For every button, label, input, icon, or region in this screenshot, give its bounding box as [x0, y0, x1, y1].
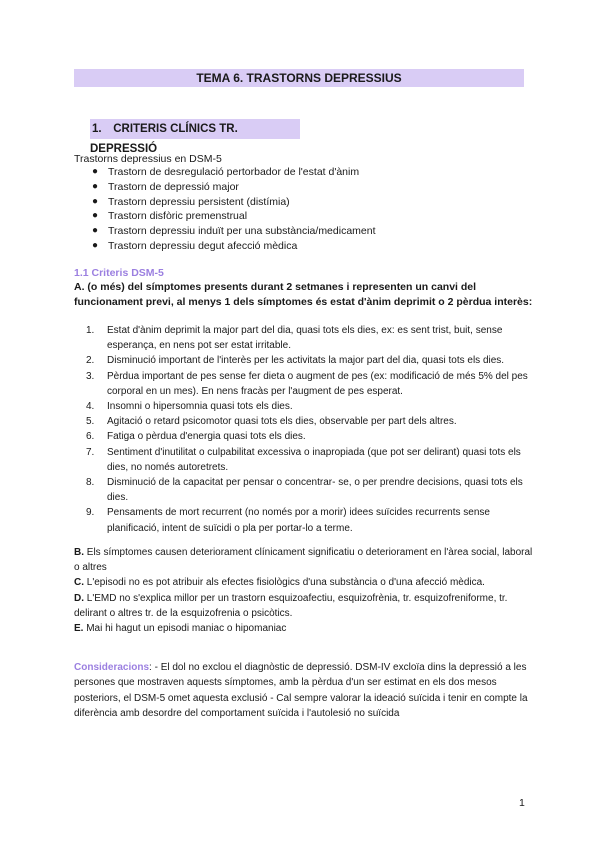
criterion-letter: B. — [74, 547, 84, 558]
intro-text: Trastorns depressius en DSM-5 — [74, 153, 222, 165]
list-item-text: Trastorn depressiu induït per una substància/medicament — [108, 225, 376, 238]
section-number: 1. — [92, 123, 102, 135]
symptom-number: 5. — [86, 416, 95, 428]
symptom-text: Disminució de la capacitat per pensar o concentrar- se, o per prendre decisions, quasi tots els dies. — [107, 477, 523, 504]
symptom-number: 8. — [86, 477, 95, 489]
criterion-text: L'EMD no s'explica millor per un trastorn esquizoafectiu, esquizofrènia, tr. esquizofreniforme, tr. delirant o altres tr. de la esquizofrenia o psicòtics. — [74, 592, 508, 619]
list-item-text: Trastorn de desregulació pertorbador de l'estat d'ànim — [108, 166, 360, 178]
symptom-text: Insomni o hipersomnia quasi tots els dies. — [107, 401, 293, 413]
list-item — [92, 224, 376, 239]
criterion-letter: D. — [74, 592, 84, 604]
symptom-text: Fatiga o pèrdua d'energia quasi tots els dies. — [107, 431, 306, 443]
section-heading-text: CRITERIS CLÍNICS TR. DEPRESSIÓ — [90, 123, 238, 155]
symptom-item — [86, 323, 536, 353]
symptom-text: Disminució important de l'interès per les activitats la major part del dia, quasi tots els dies. — [107, 355, 505, 367]
symptom-item — [86, 369, 536, 399]
list-item — [92, 195, 376, 210]
symptom-item — [86, 429, 536, 444]
symptom-number: 1. — [86, 325, 95, 336]
criterion-b — [74, 545, 534, 575]
list-item-text: Trastorn depressiu persistent (distímia) — [108, 195, 290, 208]
symptom-text: Pensaments de mort recurrent (no només por a morir) idees suïcides recurrents sense planificació, intent de suïcidi o pla per portar-lo a terme. — [107, 507, 490, 534]
symptom-text: Sentiment d'inutilitat o culpabilitat excessiva o inapropiada (que pot ser delirant) quasi tots els dies, no només autoretrets. — [107, 446, 521, 473]
symptom-number: 6. — [86, 431, 95, 443]
subsection-heading: 1.1 Criteris DSM-5 — [74, 267, 164, 279]
symptom-text: Agitació o retard psicomotor quasi tots els dies, observable per part dels altres. — [107, 416, 457, 428]
symptom-number: 7. — [86, 446, 95, 458]
section-heading — [90, 119, 300, 155]
list-item — [92, 209, 376, 224]
considerations-label: Consideracions — [74, 662, 150, 673]
list-item — [92, 165, 376, 180]
bullet-icon: ● — [92, 166, 99, 177]
disorder-list — [92, 165, 376, 254]
criterion-text: L'episodi no es pot atribuir als efectes fisiològics d'una substància o d'una afecció mèdica. — [84, 577, 485, 589]
symptom-text: Estat d'ànim deprimit la major part del dia, quasi tots els dies, ex: es sent trist, buit, sense esperança, en nens pot ser estat irritable. — [107, 325, 503, 352]
list-item-text: Trastorn depressiu degut afecció mèdica — [108, 239, 298, 252]
bullet-icon: ● — [92, 195, 99, 207]
symptom-item — [86, 475, 536, 505]
symptom-item — [86, 399, 536, 414]
bullet-icon: ● — [92, 239, 99, 251]
bullet-icon: ● — [92, 225, 99, 237]
considerations-text: : - El dol no exclou el diagnòstic de depressió. DSM-IV excloïa dins la depressió a les persones que mostraven aquests símptomes, amb la pèrdua d'un ser estimat en els dos mesos posteriors, el DSM-5 omet aquesta exclusió - Cal sempre valorar la ideació suïcida i tenir en compte la diferència amb desordre del comportament suïcida i l'autolesió no suïcida — [74, 662, 528, 720]
symptom-number: 9. — [86, 507, 95, 519]
other-criteria — [74, 545, 534, 636]
symptom-item — [86, 414, 536, 429]
criterion-letter: C. — [74, 577, 84, 589]
symptom-item — [86, 353, 536, 368]
page-number: 1 — [519, 797, 525, 809]
criterion-text: Els símptomes causen deteriorament clínicament significatiu o deteriorament en l'àrea social, laboral o altres — [74, 547, 533, 574]
symptom-number: 4. — [86, 401, 95, 413]
criterion-text: Mai hi hagut un episodi maniac o hipomaniac — [83, 623, 287, 635]
document-title: TEMA 6. TRASTORNS DEPRESSIUS — [74, 69, 524, 87]
symptom-text: Pèrdua important de pes sense fer dieta o augment de pes (ex: modificació de més 5% del pes corporal en un mes). En nens fracàs per l'augment de pes esperat. — [107, 370, 528, 397]
symptom-number: 2. — [86, 355, 95, 367]
bullet-icon: ● — [92, 180, 99, 192]
bullet-icon: ● — [92, 210, 99, 222]
list-item-text: Trastorn de depressió major — [108, 180, 239, 193]
considerations-paragraph — [74, 660, 530, 722]
criterion-letter: E. — [74, 623, 84, 635]
criterion-e — [74, 621, 534, 636]
symptom-item — [86, 445, 536, 475]
list-item — [92, 180, 376, 195]
list-item-text: Trastorn disfòric premenstrual — [108, 210, 248, 223]
criterion-d — [74, 591, 534, 621]
symptom-item — [86, 505, 536, 535]
symptom-list — [86, 323, 536, 536]
criterion-c — [74, 575, 534, 590]
list-item — [92, 239, 376, 254]
symptom-number: 3. — [86, 370, 95, 382]
criterion-a: A. (o més) del símptomes presents durant 2 setmanes i representen un canvi del funcionament previ, al menys 1 dels símptomes és estat d'ànim deprimit o 2 pèrdua interès: — [74, 281, 533, 308]
